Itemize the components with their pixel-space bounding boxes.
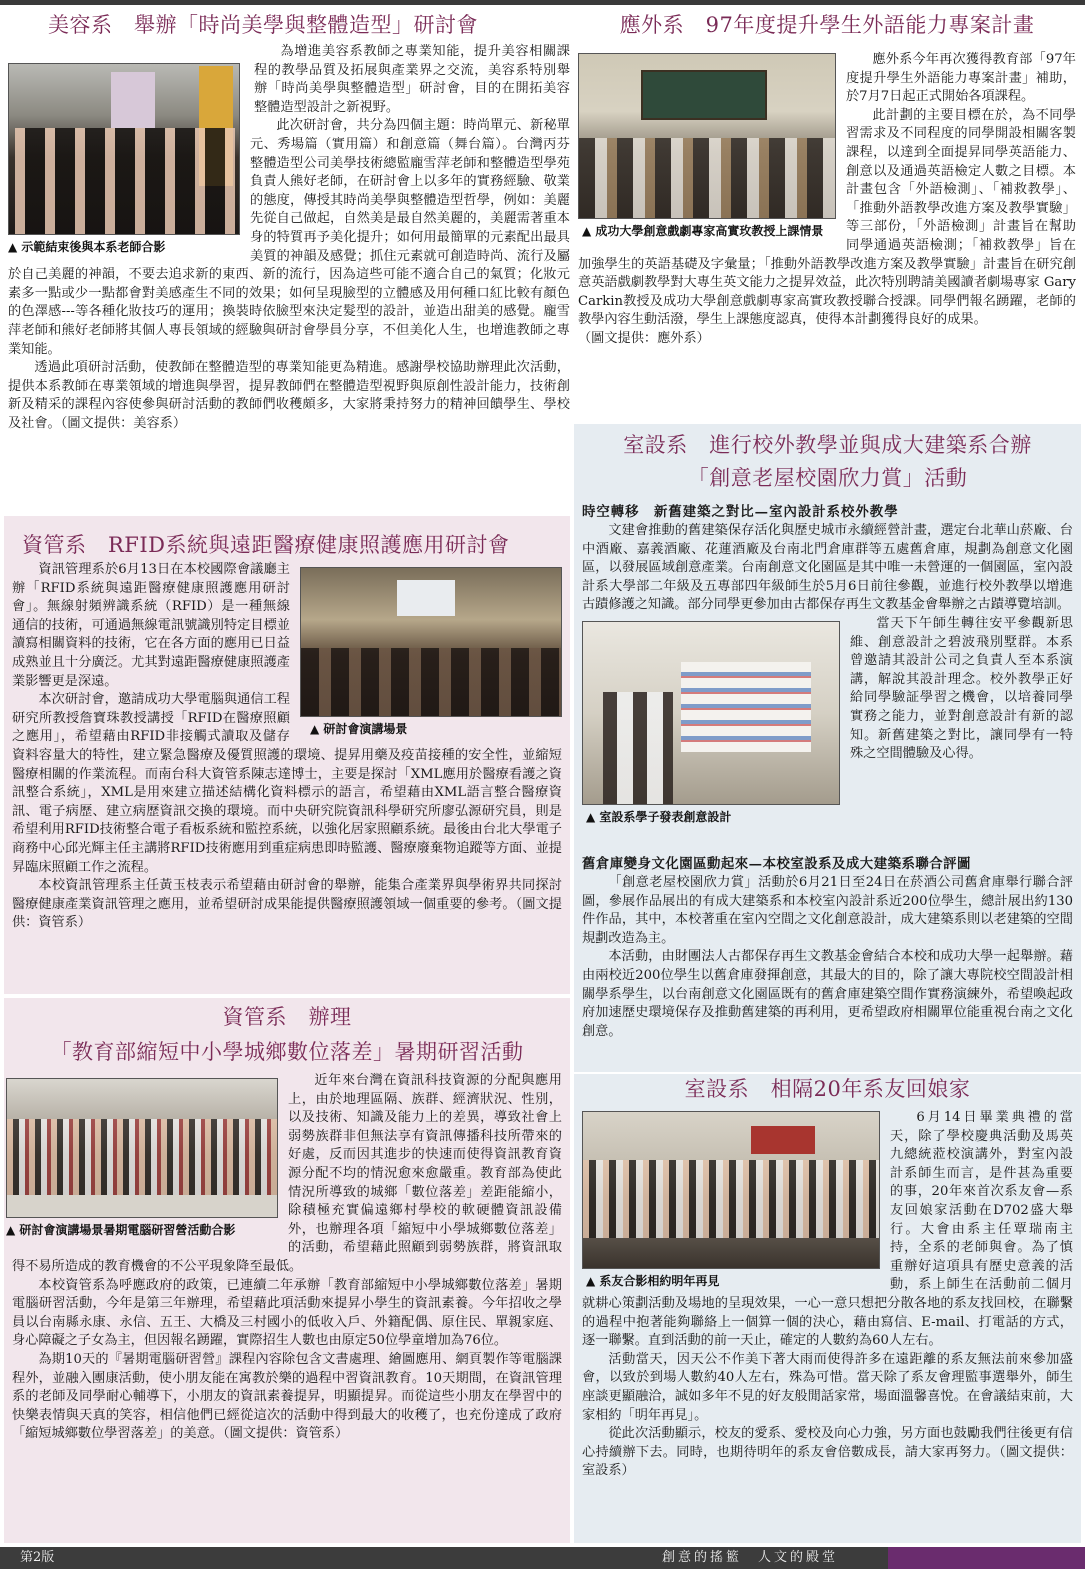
photo-interior — [582, 621, 840, 826]
photo-rfid-screen — [397, 580, 455, 616]
photo-digital-divide — [6, 1078, 278, 1239]
article-digital-divide-p1: 近年來台灣在資訊科技資源的分配與應用上，由於地理區隔、族群、經濟狀況、性別，以及技術、知識及能力上的差異，導致社會上弱勢族群非但無法享有資訊傳播科技所帶來的好處，反而因其進步的快速而使得資訊教育資源分配不均的情況愈來愈嚴重。教育部為使此情況所導致的城鄉「數位落差」差距能縮小，除積極充實偏遠鄉村學校的軟硬體資訊設備外，也辦理各項「縮短中小學城鄉數位落差」的活動，希望藉此照顧到弱勢族群，將資訊取得不易所造成的教育機會的不公平現象降至最低。 — [12, 1073, 562, 1274]
article-digital-divide-p2: 本校資管系為呼應政府的政策，已連續二年承辦「教育部縮短中小學城鄉數位落差」暑期電腦研習活動，今年是第三年辦理，希望藉此項活動來提昇小學生的資訊素養。今年招收之學員以台南縣永康、永信、五王、大橋及三村國小的低收入戶、外籍配偶、原住民、單親家庭、身心障礙之子女為主，但因報名踴躍，實際招生人數也由原定50位學童增加為76位。 — [12, 1277, 562, 1349]
article-interior-fieldtrip — [574, 424, 1081, 1072]
photo-interior-image — [582, 621, 840, 805]
article-english-credit: （圖文提供：應外系） — [578, 330, 710, 346]
photo-alumni-image — [582, 1111, 880, 1269]
article-digital-divide — [4, 998, 570, 1543]
article-digital-divide-title-1: 資管系 辦理 — [222, 1005, 352, 1029]
article-rfid — [4, 516, 570, 994]
photo-beauty-image — [8, 63, 240, 235]
article-alumni-p3: 從此次活動顯示，校友的愛系、愛校及向心力強，另方面也鼓勵我們往後更有信心持續辦下去。同時，也期待明年的系友會倍數成長，請大家再努力。（圖文提供：室設系） — [582, 1426, 1073, 1479]
photo-english-image — [578, 53, 836, 219]
photo-alumni-group — [583, 1160, 880, 1238]
photo-digital-divide-caption: ▲ 研討會演講場景暑期電腦研習營活動合影 — [6, 1223, 236, 1237]
photo-alumni-caption: ▲ 系友合影相約明年再見 — [586, 1274, 720, 1288]
article-rfid-p1: 資訊管理系於6月13日在本校國際會議廳主辦「RFID系統與遠距醫療健康照護應用研討會」。無線射頻辨識系統（RFID）是一種無線通信的技術，可通過無線電訊號識別特定目標並讀寫相關資料的技術，它在各方面的應用已日益成熟並且十分廣泛。尤其對遠距醫療健康照護產業影響更是深遠。 — [12, 562, 290, 689]
photo-digital-divide-desks — [7, 1195, 278, 1218]
article-beauty — [8, 10, 570, 508]
photo-beauty-banner — [111, 72, 155, 128]
photo-alumni — [582, 1111, 880, 1290]
article-alumni-title: 室設系 相隔20年系友回娘家 — [684, 1077, 971, 1101]
article-interior-fieldtrip-p3: 「創意老屋校園欣力賞」活動於6月21日至24日在菸酒公司舊倉庫舉行聯合評圖，參展作品展出的有成大建築系和本校室內設計系近200位學生，總計展出約130件作品，其中，本校著重在室內空間之文化創意設計，成大建築系則以老建築的空間規劃改造為主。 — [582, 874, 1073, 946]
article-interior-fieldtrip-p1: 文建會推動的舊建築保存活化與歷史城市永續經營計畫，選定台北華山菸廠、台中酒廠、嘉義酒廠、花蓮酒廠及台南北門倉庫群等五處舊倉庫，規劃為創意文化園區，以發展區域創意產業。台南創意文化園區是其中唯一未營運的一個園區，室內設計系大學部二年級及五專部四年級師生於5月6日前往參觀，並進行校外教學以增進古蹟修護之知識。部分同學更參加由古都保存再生文教基金會舉辦之古蹟導覽培訓。 — [582, 523, 1073, 613]
article-english — [578, 10, 1076, 420]
article-rfid-p2: 本次研討會，邀請成功大學電腦與通信工程研究所教授詹寶珠教授講授「RFID在醫療照顧之應用」，希望藉由RFID非接觸式讀取及儲存資料容量大的特性，建立緊急醫療及優質照護的環境、提昇用藥及疫苗接種的安全性，並縮短醫療相關的作業流程。而南台科大資管系陳志達博士，主要是探討「XML應用於醫療看護之資訊整合系統」，XML是用來建立描述結構化資料標示的語言，希望藉由XML語言整合醫療資訊、電子病歷、建立病歷資訊交換的環境。而中央研究院資訊科學研究所廖弘源研究員，則是希望利用RFID技術整合電子看板系統和監控系統，以強化居家照顧系統。最後由台北大學電子商務中心邱光輝主任主講將RFID技術應用到重症病患即時監護、醫療廢棄物追蹤等方面、並提昇臨床照顧工作之流程。 — [12, 692, 562, 875]
photo-interior-caption: ▲ 室設系學子發表創意設計 — [586, 809, 732, 824]
article-rfid-p3: 本校資訊管理系主任黃玉枝表示希望藉由研討會的舉辦，能集合產業界與學術界共同探討醫療健康產業資訊管理之應用，並希望研討成果能提供醫療照護領域一個重要的參考。（圖文提供：資管系） — [12, 878, 562, 931]
article-rfid-title: 資管系 RFID系統與遠距醫療健康照護應用研討會 — [22, 533, 510, 557]
article-alumni — [574, 1074, 1081, 1543]
photo-rfid-audience — [301, 648, 562, 717]
photo-alumni-banner — [751, 1126, 815, 1154]
article-alumni-p1: 6月14日畢業典禮的當天，除了學校慶典活動及馬英九總統蒞校演講外，對室內設計系師生而言，是件甚為重要的事，20年來首次系友會—系友回娘家活動在D702盛大舉行。大會由系主任覃瑞南主持，全系的老師與會。為了慎重辦好這項具有歷史意義的活動，系上師生在活動前二個月就耕心策劃活動及場地的呈現效果，一心一意只想把分散各地的系友找回校，在聯繫的過程中抱著能夠聯絡上一個算一個的決心，藉由寫信、E-mail、打電話的方式，逐一聯繫。直到活動的前一天止，確定的人數約為60人左右。 — [582, 1110, 1073, 1349]
photo-digital-divide-group — [7, 1119, 278, 1195]
article-interior-fieldtrip-title-1: 室設系 進行校外教學並與成大建築系合辦 — [623, 433, 1032, 457]
article-interior-fieldtrip-subhead-1: 時空轉移 新舊建築之對比—室內設計系校外教學 — [582, 504, 899, 520]
photo-beauty-people — [15, 128, 235, 235]
article-beauty-title: 美容系 舉辦「時尚美學與整體造型」研討會 — [48, 13, 478, 37]
photo-beauty-caption: ▲ 示範結束後與本系老師合影 — [8, 240, 166, 254]
article-beauty-p2: 此次研討會，共分為四個主題：時尚單元、新秘單元、秀場篇（實用篇）和創意篇（舞台篇）。台灣丙芬整體造型公司美學技術總監龐雪萍老師和整體造型學苑負責人熊好老師，在研討會上以多年的實務經驗、敬業的態度，傳授其時尚美學與整體造型哲學，例如：美麗先從自己做起，自然美是最自然美麗的，美麗需著重本身的特質再予美化提升；如何用最簡單的元素配出最具美質的神韻及感覺；抓住元素就可創造時尚、流行及屬於自己美麗的神韻，不要去追求新的東西、新的流行，因為這些可能不適合自己的氣質；化妝元素多一點或少一點都會對美感產生不同的效果；如何呈現臉型的立體感及用何種口紅比較有顏色的色澤感---等各種化妝技巧的運用；換裝時依臉型來決定髮型的設計，並造出甜美的感覺。龐雪萍老師和熊好老師將其個人專長領域的經驗與研討會學員分享，不但美化人生，也增進教師之專業知能。 — [8, 118, 570, 357]
article-english-p2: 此計劃的主要目標在於，為不同學習需求及不同程度的同學開設相關客製課程，以達到全面提昇同學英語能力、創意以及通過英語檢定人數之目標。本計畫包含「外語檢測」、「補救教學」、「推動外語教學改進方案及教學實驗」等三部份，「外語檢測」計畫旨在幫助同學通過英語檢測；「補救教學」旨在加強學生的英語基礎及字彙量；「推動外語教學改進方案及教學實驗」計畫旨在研究創意英語戲劇教學對大專生英文能力之提昇效益，此次特別聘請美國讀者劇場專家 Gary Carkin教授及成功大學創意戲劇專家高實玫教授聯合授課。同學們報名踴躍，老師的教學內容生動活潑，學生上課態度認真，使得本計劃獲得良好的成果。 — [578, 107, 1076, 328]
photo-rfid-image — [300, 567, 562, 717]
article-digital-divide-title-2: 「教育部縮短中小學城鄉數位落差」暑期研習活動 — [50, 1040, 524, 1064]
photo-beauty — [8, 63, 240, 256]
top-rule — [0, 0, 1085, 5]
footer-bar — [0, 1547, 1085, 1569]
article-alumni-p2: 活動當天，因天公不作美下著大雨而使得許多在遠距離的系友無法前來參加盛會，以致於到場人數約40人左右，殊為可惜。當天除了系友會理監事選舉外，師生座談更顯融洽，誠如多年不見的好友般閒話家常，場面溫馨喜悅。在會議結束前，大家相約「明年再見」。 — [582, 1351, 1073, 1423]
photo-rfid — [300, 567, 562, 738]
footer-page-number: 第2版 — [20, 1550, 55, 1565]
photo-english-students — [579, 138, 836, 219]
photo-digital-divide-image — [6, 1078, 278, 1218]
article-english-title: 應外系 97年度提升學生外語能力專案計畫 — [619, 13, 1035, 37]
article-beauty-p1: 為增進美容系教師之專業知能，提升美容相關課程的教學品質及拓展與產業界之交流，美容系特別舉辦「時尚美學與整體造型」研討會，目的在開拓美容整體造型設計之新視野。 — [254, 44, 570, 115]
photo-interior-students — [603, 692, 673, 805]
footer-accent-block — [888, 1547, 1085, 1569]
article-digital-divide-p3: 為期10天的『暑期電腦研習營』課程內容除包含文書處理、繪圖應用、網頁製作等電腦課程外，並融入團康活動，使小朋友能在寓教於樂的過程中習資訊教育。10天期間，在資訊管理系的老師及同學耐心輔導下，小朋友的資訊素養提昇，明顯提昇。而從這些小朋友在學習中的快樂表情與天真的笑容，相信他們已經從這次的活動中得到最大的收穫了，也充份達成了政府「縮短城鄉數位學習落差」的美意。（圖文提供：資管系） — [12, 1351, 562, 1442]
article-english-p1: 應外系今年再次獲得教育部「97年度提升學生外語能力專案計畫」補助，於7月7日起正式開始各項課程。 — [846, 52, 1076, 105]
article-interior-fieldtrip-title-2: 「創意老屋校園欣力賞」活動 — [687, 466, 968, 490]
article-interior-fieldtrip-p4: 本活動，由財團法人古都保存再生文教基金會結合本校和成功大學一起舉辦。藉由兩校近200位學生以舊倉庫發揮創意，其最大的目的，除了讓大專院校空間設計相關學系學生，以台南創意文化園區既有的舊倉庫建築空間作實務演練外，希望喚起政府加速歷史環境保存及推動舊建築的再利用，更希望政府相關單位能重視台南之文化創意。 — [582, 949, 1073, 1039]
article-beauty-p3: 透過此項研討活動，使教師在整體造型的專業知能更為精進。感謝學校協助辦理此次活動，提供本系教師在專業領域的增進與學習，提昇教師們在整體造型視野與原創性設計能力，技術創新及精采的課程內容使參與研討活動的教師們收穫頗多，大家將秉持努力的精神回饋學生、學校及社會。（圖文提供：美容系） — [8, 360, 570, 431]
photo-rfid-caption: ▲ 研討會演講場景 — [310, 722, 408, 736]
photo-english-blackboard — [641, 70, 767, 120]
footer-slogan: 創意的搖籃 人文的殿堂 — [662, 1550, 839, 1565]
photo-english — [578, 53, 836, 240]
article-interior-fieldtrip-p2: 當天下午師生轉往安平參觀新思維、創意設計之碧波飛別墅群。本系曾邀請其設計公司之負責人至本系演講，解說其設計理念。校外教學正好給同學驗証學習之機會，以培養同學實務之能力，並對創意設計有新的認知。新舊建築之對比，讓同學有一特殊之空間體驗及心得。 — [850, 615, 1073, 762]
photo-english-caption: ▲ 成功大學創意戲劇專家高實玫教授上課情景 — [582, 224, 824, 238]
article-interior-fieldtrip-subhead-2: 舊倉庫變身文化園區動起來—本校室設系及成大建築系聯合評圖 — [582, 855, 971, 872]
photo-interior-boards — [681, 662, 811, 752]
